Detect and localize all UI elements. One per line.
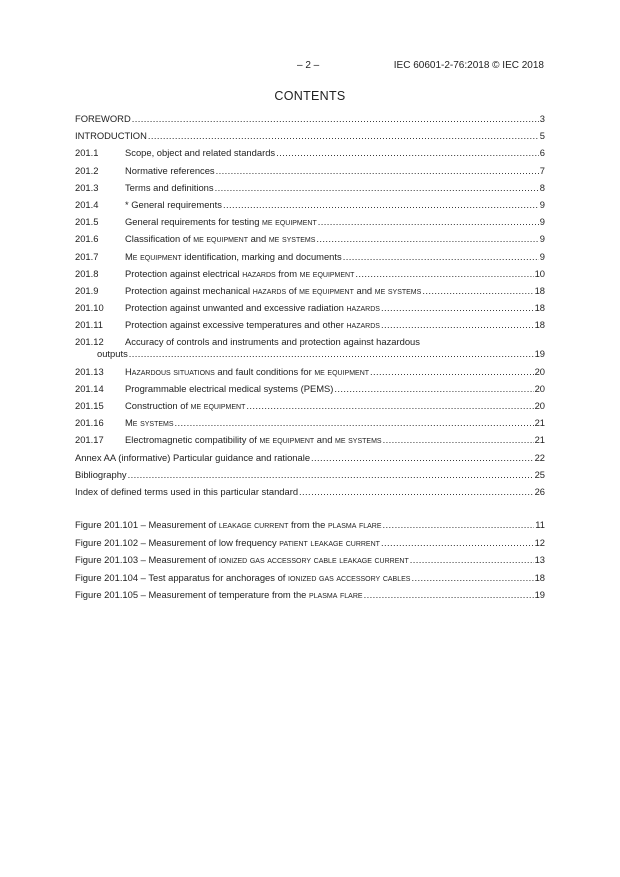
entry-title [125, 147, 275, 158]
dot-leader [311, 452, 534, 463]
title-segment: me equipment [193, 233, 248, 245]
dot-leader [383, 519, 535, 530]
title-segment: Figure 201.102 – Measurement of low frequency [75, 536, 280, 548]
entry-title [125, 268, 354, 279]
title-segment: Protection against mechanical [125, 284, 253, 296]
dot-leader [276, 147, 539, 158]
dot-leader [381, 319, 534, 330]
toc-entry[interactable] [75, 434, 545, 451]
title-segment: Terms and definitions [125, 181, 214, 193]
dot-leader [381, 302, 534, 313]
title-segment: Protection against unwanted and excessive radiation [125, 302, 347, 314]
dot-leader [383, 434, 534, 445]
page-number: 6 [539, 147, 545, 159]
title-segment: hazards [242, 267, 276, 279]
title-segment: me equipment [299, 284, 354, 296]
contents-heading: CONTENTS [274, 89, 346, 103]
entry-title [125, 302, 380, 313]
title-segment: plasma flare [308, 589, 363, 601]
section-number: 201.12 [75, 336, 104, 348]
dot-leader [410, 554, 534, 565]
page-number: 9 [539, 233, 545, 245]
page-number: 7 [539, 164, 545, 176]
page-number: 12 [534, 536, 545, 548]
page-number: 18 [534, 302, 545, 314]
page-number: 3 [539, 113, 545, 124]
dot-leader [132, 113, 539, 124]
dot-leader [316, 233, 538, 244]
entry-title [125, 233, 315, 244]
section-number: 201.10 [75, 302, 104, 314]
entry-title [125, 400, 245, 411]
section-number: 201.17 [75, 434, 104, 446]
title-segment: Figure 201.105 – Measurement of temperature from the [75, 589, 309, 601]
toc-entry[interactable] [75, 251, 545, 268]
section-number: 201.14 [75, 382, 104, 394]
page-number: 18 [534, 571, 545, 583]
title-segment: plasma flare [327, 519, 382, 530]
title-segment: Protection against excessive temperatures and other [125, 319, 347, 331]
title-segment: patient leakage current [279, 536, 380, 548]
toc-entry[interactable] [75, 336, 545, 365]
title-segment: me equipment [262, 216, 317, 228]
page-number: 13 [534, 554, 545, 566]
section-number: 201.7 [75, 250, 99, 262]
section-number: 201.16 [75, 417, 104, 429]
page-number: – 2 – [297, 60, 320, 71]
page-number: 8 [539, 181, 545, 193]
dot-leader [422, 285, 533, 296]
dot-leader [215, 182, 539, 193]
section-number: 201.1 [75, 147, 99, 159]
entry-title [125, 434, 382, 445]
toc-entry[interactable] [75, 147, 545, 164]
title-segment: leakage current [218, 519, 289, 530]
page-number: 9 [539, 250, 545, 262]
toc-entry[interactable] [75, 113, 545, 130]
page-number: 10 [534, 267, 545, 279]
title-segment: Construction of [125, 400, 191, 411]
entry-title [125, 336, 420, 348]
dot-leader [246, 400, 533, 411]
title-segment: Electromagnetic compatibility of [125, 434, 260, 446]
table-of-contents [75, 113, 545, 503]
title-segment: Classification of [125, 233, 194, 245]
section-number: 201.3 [75, 181, 99, 193]
title-segment: Accuracy of controls and instruments and protection against hazardous [125, 336, 420, 348]
page-number: 25 [534, 468, 545, 480]
title-segment: from [275, 267, 300, 279]
title-segment: Me equipment [125, 250, 182, 262]
section-number: 201.6 [75, 233, 99, 245]
page-number: 20 [534, 365, 545, 377]
title-segment: General requirements for testing [125, 216, 263, 228]
figure-entry[interactable] [75, 554, 545, 572]
title-segment: identification, marking and documents [181, 250, 342, 262]
section-number: 201.13 [75, 365, 104, 377]
page-number: 18 [534, 284, 545, 296]
page-number: 9 [539, 216, 545, 228]
title-segment: ionized gas accessory cable leakage current [218, 554, 409, 566]
entry-title [125, 319, 380, 330]
entry-title [125, 285, 421, 296]
title-segment: and [247, 233, 269, 245]
entry-title [75, 452, 310, 463]
entry-title-continued: outputs [97, 348, 128, 360]
title-segment: and [353, 284, 375, 296]
title-segment: me equipment [314, 365, 370, 377]
document-reference: IEC 60601-2-76:2018 © IEC 2018 [393, 60, 544, 71]
section-number: 201.5 [75, 216, 99, 228]
section-number: 201.11 [75, 319, 103, 331]
page-number: 26 [534, 485, 545, 497]
title-segment: me systems [374, 284, 422, 296]
entry-title [75, 554, 409, 565]
entry-title [125, 366, 369, 377]
section-number: 201.2 [75, 164, 99, 176]
title-segment: Programmable electrical medical systems (PEMS) [125, 382, 334, 394]
entry-title [125, 383, 333, 394]
section-number: 201.15 [75, 400, 104, 411]
toc-entry[interactable] [75, 417, 545, 434]
toc-entry[interactable] [75, 285, 545, 302]
dot-leader [128, 469, 534, 480]
dot-leader [148, 130, 539, 141]
title-segment: and fault conditions for [214, 365, 315, 377]
entry-title [75, 130, 147, 141]
title-segment: Figure 201.101 – Measurement of [75, 519, 219, 530]
title-segment: from the [288, 519, 328, 530]
toc-entry[interactable] [75, 302, 545, 319]
figure-entry[interactable] [75, 519, 545, 537]
section-number: 201.8 [75, 267, 99, 279]
entry-title [125, 165, 215, 176]
toc-entry[interactable] [75, 400, 545, 417]
title-segment: hazards [346, 319, 380, 331]
title-segment: Scope, object and related standards [125, 147, 276, 159]
title-segment: Index of defined terms used in this particular standard [75, 485, 299, 497]
title-segment: hazards [346, 302, 380, 314]
title-segment: Protection against electrical [125, 267, 243, 279]
page-number: 21 [534, 417, 545, 429]
toc-entry[interactable] [75, 233, 545, 250]
entry-title [125, 251, 342, 262]
page-number: 20 [534, 400, 545, 411]
toc-entry[interactable] [75, 268, 545, 285]
toc-entry[interactable] [75, 383, 545, 400]
entry-title [75, 469, 127, 480]
toc-entry-line [75, 336, 545, 348]
toc-entry[interactable] [75, 165, 545, 182]
page-number: 9 [539, 198, 545, 210]
title-segment: me systems [335, 434, 382, 446]
title-segment: Me systems [125, 417, 174, 429]
title-segment: Hazardous situations [125, 365, 215, 377]
title-segment: FOREWORD [75, 113, 131, 124]
title-segment: Normative references [125, 164, 215, 176]
dot-leader [381, 537, 534, 548]
title-segment: me equipment [259, 434, 315, 446]
dot-leader [343, 251, 539, 262]
page-number: 22 [534, 451, 545, 463]
entry-title [75, 486, 298, 497]
page-number: 18 [534, 319, 545, 331]
entry-title [125, 199, 222, 210]
dot-leader [129, 348, 534, 359]
entry-title [75, 589, 363, 600]
dot-leader [334, 383, 533, 394]
toc-entry[interactable] [75, 469, 545, 486]
dot-leader [299, 486, 534, 497]
toc-entry[interactable] [75, 319, 545, 336]
figure-entry[interactable] [75, 572, 545, 590]
section-number: 201.9 [75, 284, 99, 296]
title-segment: me systems [268, 233, 316, 245]
toc-entry[interactable] [75, 199, 545, 216]
dot-leader [318, 216, 539, 227]
title-segment: Bibliography [75, 468, 127, 480]
title-segment: Figure 201.103 – Measurement of [75, 554, 219, 566]
title-segment: hazards [252, 284, 287, 296]
dot-leader [355, 268, 533, 279]
dot-leader [370, 366, 534, 377]
figure-entry[interactable] [75, 537, 545, 555]
page-number: 20 [534, 382, 545, 394]
title-segment: me equipment [299, 267, 355, 279]
title-segment: of [286, 284, 300, 296]
entry-title [75, 537, 380, 548]
entry-title [125, 182, 214, 193]
title-segment: ionized gas accessory cables [288, 571, 411, 583]
entry-title [75, 519, 382, 530]
dot-leader [216, 165, 539, 176]
page-number: 19 [534, 589, 545, 601]
page-number: 11 [535, 519, 545, 530]
entry-title [75, 113, 131, 124]
entry-title [125, 417, 174, 428]
page-number: 5 [539, 130, 545, 142]
dot-leader [175, 417, 534, 428]
title-segment: and [314, 434, 336, 446]
toc-entry[interactable] [75, 216, 545, 233]
figure-entry[interactable] [75, 589, 545, 607]
title-segment: Figure 201.104 – Test apparatus for anchorages of [75, 571, 288, 583]
entry-title [125, 216, 317, 227]
title-segment: Annex AA (informative) Particular guidance and rationale [75, 451, 311, 463]
toc-entry[interactable] [75, 486, 545, 503]
title-segment: INTRODUCTION [75, 130, 147, 142]
dot-leader [411, 572, 533, 583]
title-segment: me equipment [190, 400, 246, 411]
page-number: 19 [534, 348, 545, 360]
list-of-figures [75, 519, 545, 607]
toc-entry-line [75, 348, 545, 365]
toc-entry[interactable] [75, 366, 545, 383]
toc-entry[interactable] [75, 452, 545, 469]
entry-title [75, 572, 410, 583]
page-number: 21 [534, 434, 545, 446]
dot-leader [364, 589, 534, 600]
toc-entry[interactable] [75, 182, 545, 199]
section-number: 201.4 [75, 198, 99, 210]
toc-entry[interactable] [75, 130, 545, 147]
dot-leader [223, 199, 539, 210]
title-segment: * General requirements [125, 198, 222, 210]
